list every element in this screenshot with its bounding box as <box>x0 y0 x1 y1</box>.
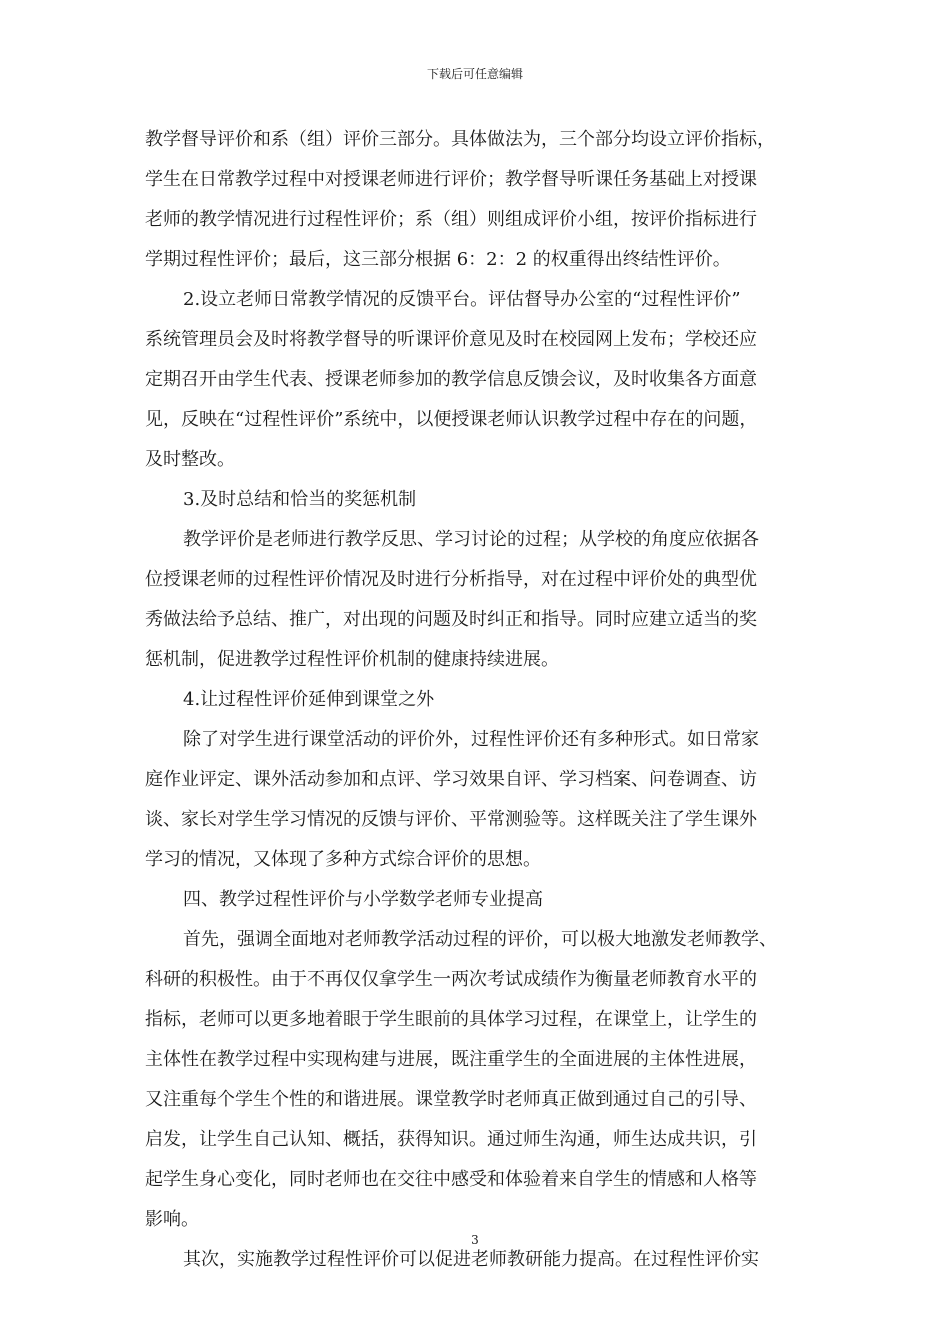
text-line: 影响。 <box>145 1209 199 1230</box>
text-line: 指标，老师可以更多地着眼于学生眼前的具体学习过程，在课堂上，让学生的 <box>145 1009 757 1030</box>
text-line: 老师的教学情况进行过程性评价；系（组）则组成评价小组，按评价指标进行 <box>145 209 757 230</box>
text-line: 其次，实施教学过程性评价可以促进老师教研能力提高。在过程性评价实 <box>183 1249 759 1270</box>
text-line: 启发，让学生自己认知、概括，获得知识。通过师生沟通，师生达成共识，引 <box>145 1129 757 1150</box>
text-line: 主体性在教学过程中实现构建与进展，既注重学生的全面进展的主体性进展， <box>145 1049 757 1070</box>
text-line: 惩机制，促进教学过程性评价机制的健康持续进展。 <box>145 649 559 670</box>
text-line: 3.及时总结和恰当的奖惩机制 <box>183 489 417 510</box>
text-line: 庭作业评定、课外活动参加和点评、学习效果自评、学习档案、问卷调查、访 <box>145 769 757 790</box>
page-number: 3 <box>471 1233 479 1247</box>
text-line: 学习的情况，又体现了多种方式综合评价的思想。 <box>145 849 541 870</box>
text-line: 起学生身心变化，同时老师也在交往中感受和体验着来自学生的情感和人格等 <box>145 1169 757 1190</box>
page-header: 下载后可任意编辑 <box>426 67 523 81</box>
text-line: 又注重每个学生个性的和谐进展。课堂教学时老师真正做到通过自己的引导、 <box>145 1089 757 1110</box>
text-line: 谈、家长对学生学习情况的反馈与评价、平常测验等。这样既关注了学生课外 <box>145 809 757 830</box>
text-line: 首先，强调全面地对老师教学活动过程的评价，可以极大地激发老师教学、 <box>183 929 777 950</box>
text-line: 定期召开由学生代表、授课老师参加的教学信息反馈会议，及时收集各方面意 <box>145 369 757 390</box>
text-line: 教学评价是老师进行教学反思、学习讨论的过程；从学校的角度应依据各 <box>183 529 759 550</box>
text-line: 2.设立老师日常教学情况的反馈平台。评估督导办公室的“过程性评价” <box>183 289 741 310</box>
text-line: 四、教学过程性评价与小学数学老师专业提高 <box>183 889 543 910</box>
text-line: 学期过程性评价；最后，这三部分根据 6：2：2 的权重得出终结性评价。 <box>145 249 731 270</box>
text-line: 见，反映在“过程性评价”系统中，以便授课老师认识教学过程中存在的问题， <box>145 409 758 430</box>
text-line: 教学督导评价和系（组）评价三部分。具体做法为，三个部分均设立评价指标， <box>145 129 775 150</box>
text-line: 位授课老师的过程性评价情况及时进行分析指导，对在过程中评价处的典型优 <box>145 569 757 590</box>
text-line: 系统管理员会及时将教学督导的听课评价意见及时在校园网上发布；学校还应 <box>145 329 757 350</box>
text-line: 学生在日常教学过程中对授课老师进行评价；教学督导听课任务基础上对授课 <box>145 169 757 190</box>
text-line: 科研的积极性。由于不再仅仅拿学生一两次考试成绩作为衡量老师教育水平的 <box>145 969 757 990</box>
text-line: 4.让过程性评价延伸到课堂之外 <box>183 689 435 710</box>
document-body <box>145 120 815 1280</box>
text-line: 秀做法给予总结、推广，对出现的问题及时纠正和指导。同时应建立适当的奖 <box>145 609 757 630</box>
text-line: 除了对学生进行课堂活动的评价外，过程性评价还有多种形式。如日常家 <box>183 729 759 750</box>
text-line: 及时整改。 <box>145 449 235 470</box>
